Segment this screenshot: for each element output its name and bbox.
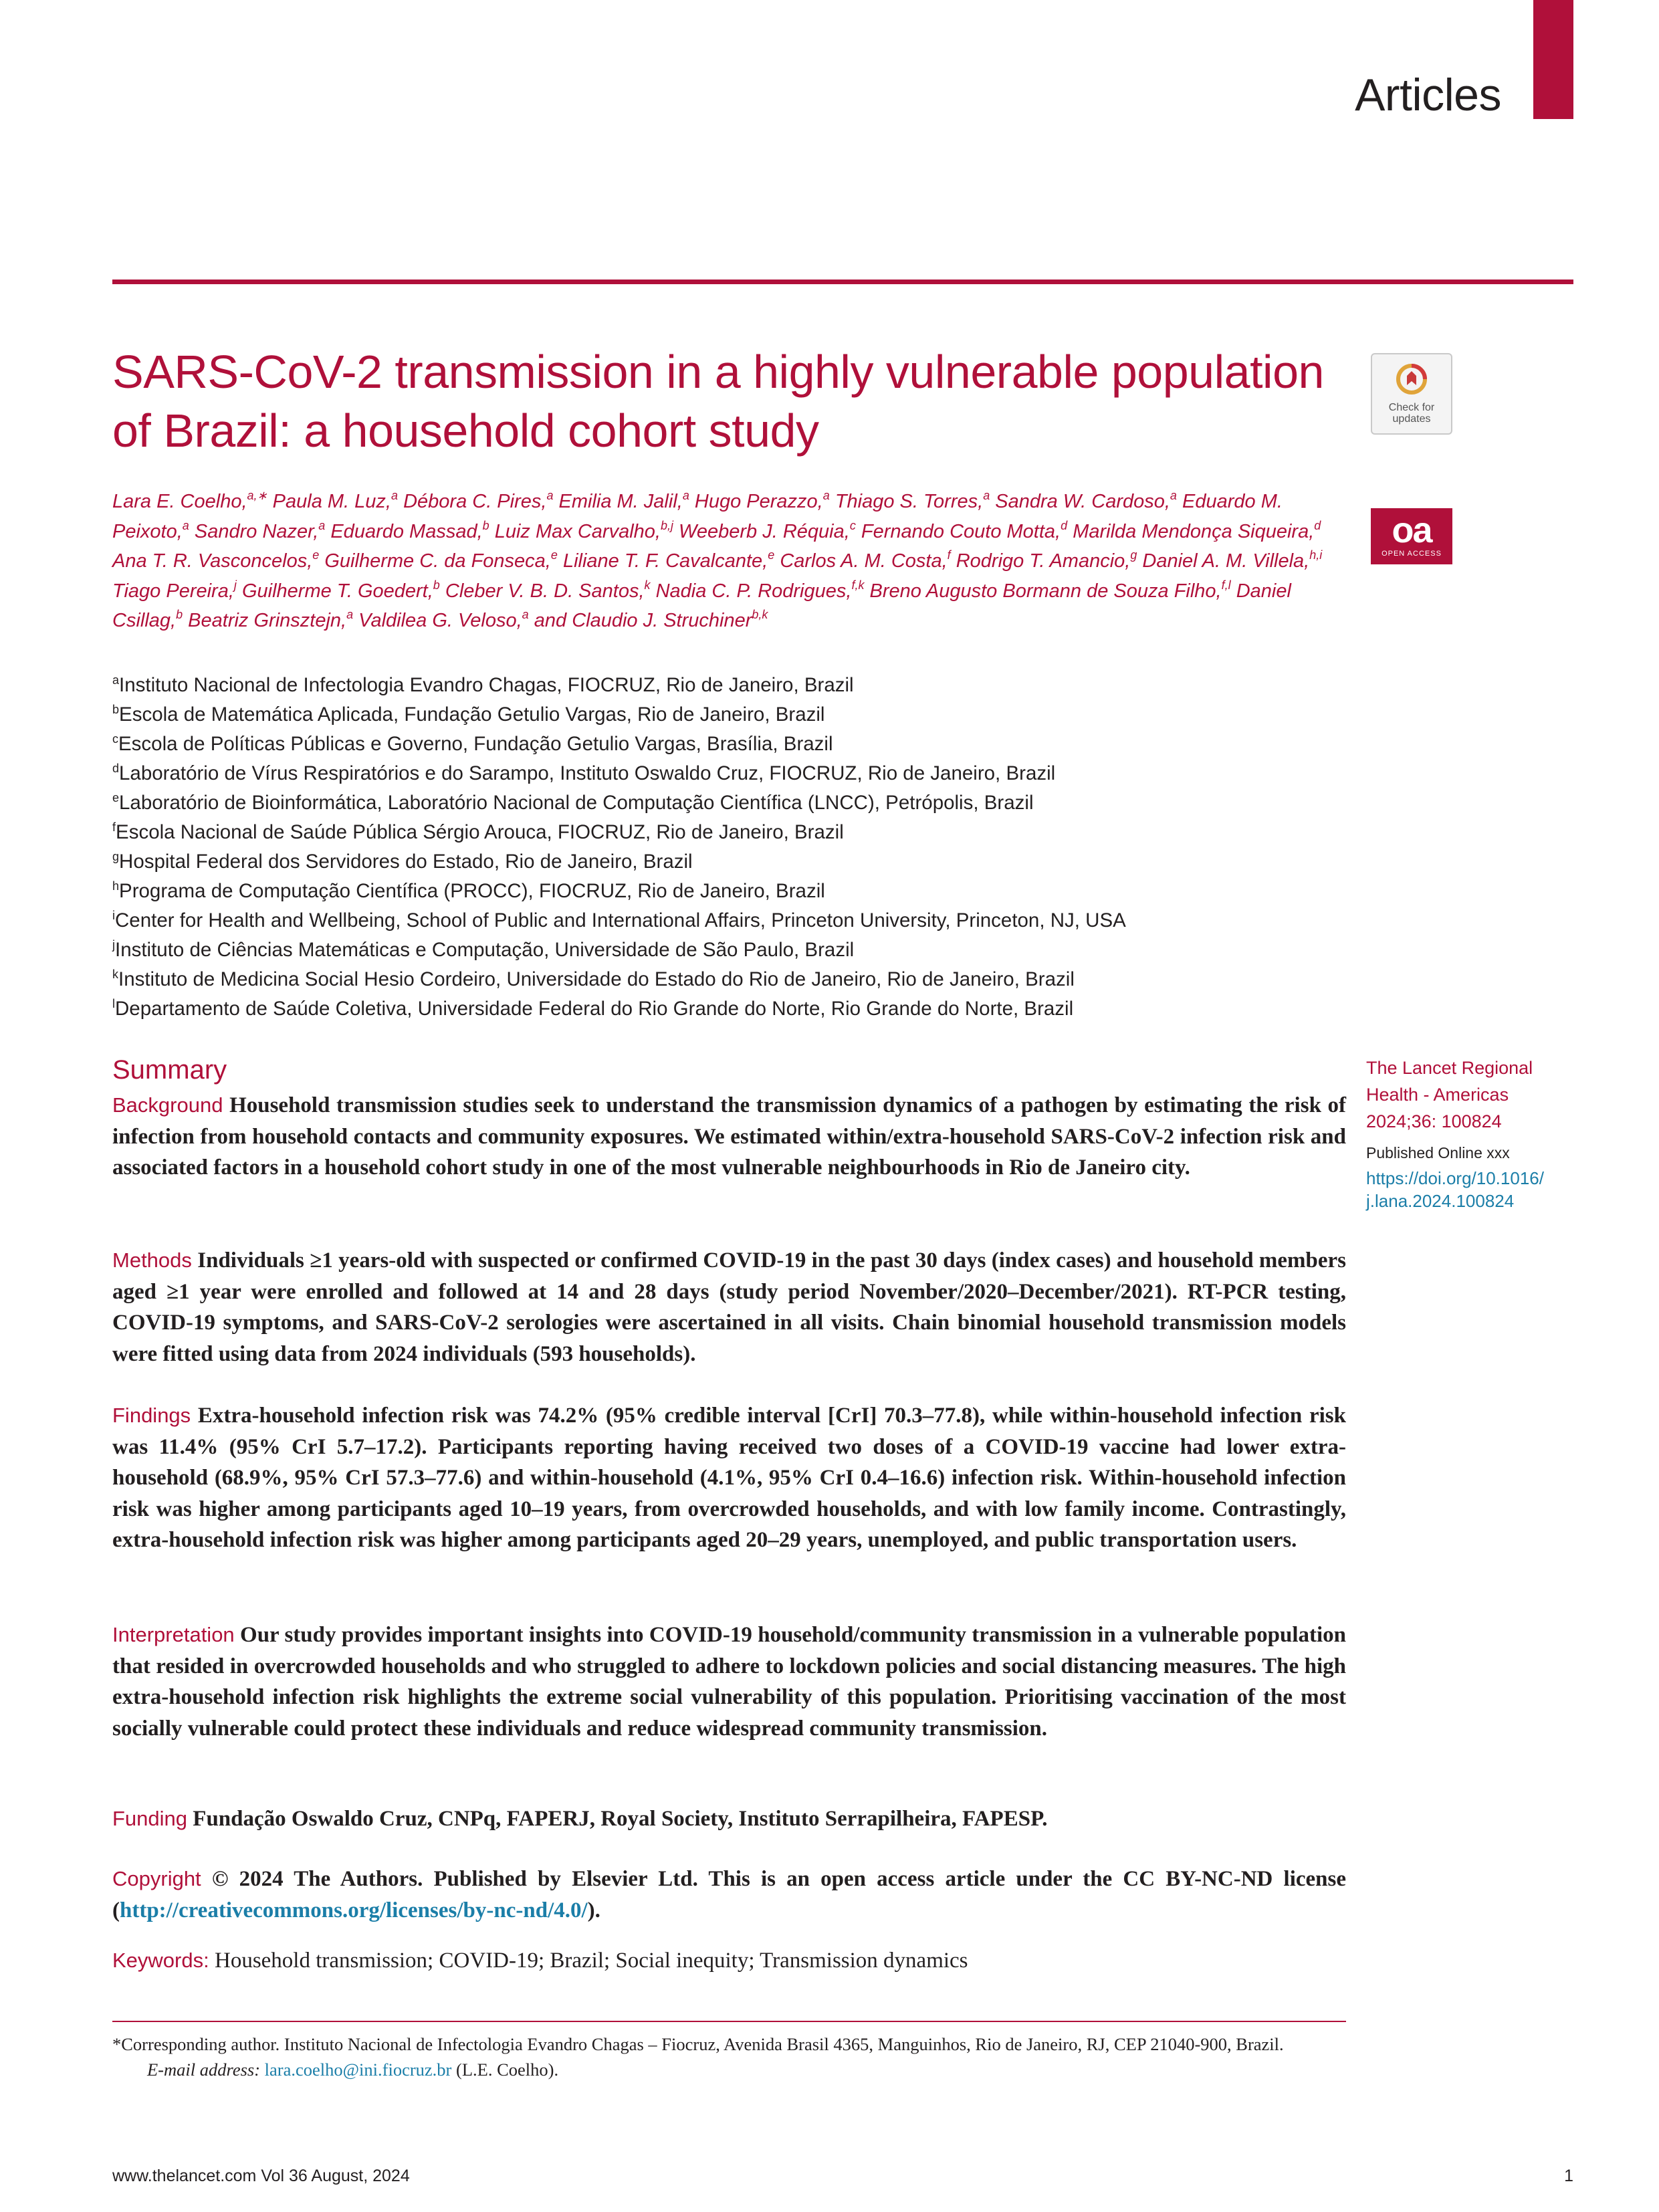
- affiliation-letter: c: [112, 732, 118, 746]
- affiliation-text: Center for Health and Wellbeing, School of Public and International Affairs, Princeton University, Princeton, NJ, USA: [115, 909, 1126, 931]
- author-name: Hugo Perazzo,: [694, 491, 823, 512]
- check-updates-icon: [1395, 362, 1428, 396]
- author: [870, 580, 1231, 602]
- section-label: Articles: [1355, 70, 1501, 120]
- affiliation: [112, 759, 1383, 788]
- abstract-text: Fundação Oswaldo Cruz, CNPq, FAPERJ, Royal Society, Instituto Serrapilheira, FAPESP.: [193, 1807, 1048, 1831]
- author-affiliation-mark: a: [522, 608, 529, 621]
- author: [679, 518, 856, 542]
- author-affiliation-mark: d: [1314, 518, 1321, 532]
- author: [695, 491, 830, 512]
- affiliation-text: Instituto de Ciências Matemáticas e Computação, Universidade de São Paulo, Brazil: [115, 939, 855, 961]
- affiliation-text: Instituto Nacional de Infectologia Evandro Chagas, FIOCRUZ, Rio de Janeiro, Brazil: [119, 674, 854, 696]
- footnote-rule: [112, 2021, 1346, 2022]
- author-name: Daniel A. M. Villela,: [1142, 550, 1310, 572]
- author-name: Sandra W. Cardoso,: [995, 491, 1170, 512]
- affiliation: [112, 671, 1383, 700]
- affiliation: [112, 935, 1383, 965]
- author: [861, 518, 1068, 542]
- author: [445, 580, 651, 602]
- author: [273, 491, 398, 512]
- license-link[interactable]: http://creativecommons.org/licenses/by-nc-nd/4.0/: [120, 1898, 588, 1922]
- affiliation-text: Escola de Políticas Públicas e Governo, Fundação Getulio Vargas, Brasília, Brazil: [118, 733, 833, 755]
- abstract-findings: [112, 1400, 1346, 1556]
- abstract-text: © 2024 The Authors. Published by Elsevier Ltd. This is an open access article under the CC BY-NC-ND license (: [112, 1867, 1347, 1922]
- author-name: Lara E. Coelho,: [112, 491, 247, 512]
- author-name: Valdilea G. Veloso,: [358, 610, 522, 631]
- abstract-text: Household transmission studies seek to understand the transmission dynamics of a pathogen by estimating the risk of infection from household contacts and community exposures. We estimated within/extra-household SARS-CoV-2 infection risk and associated factors in a household cohort study in one of the most vulnerable neighbourhoods in Rio de Janeiro city.: [112, 1093, 1347, 1180]
- author-name: Weeberb J. Réquia,: [679, 520, 850, 542]
- author-name: Thiago S. Torres,: [835, 491, 984, 512]
- check-for-updates-badge[interactable]: [1371, 353, 1452, 435]
- author: [1073, 518, 1321, 542]
- author-name: Nadia C. P. Rodrigues,: [655, 580, 852, 602]
- author-affiliation-mark: a: [318, 518, 326, 532]
- keywords-text: Household transmission; COVID-19; Brazil; Social inequity; Transmission dynamics: [214, 1949, 968, 1973]
- author-name: Tiago Pereira,: [112, 580, 234, 602]
- affiliation: [112, 818, 1383, 847]
- author: [534, 610, 768, 631]
- affiliation-letter: f: [112, 820, 116, 834]
- author-affiliation-mark: b: [433, 578, 440, 592]
- author-name: Cleber V. B. D. Santos,: [445, 580, 645, 602]
- journal-citation: The Lancet Regional Health - Americas 2024;36: 100824: [1366, 1058, 1533, 1131]
- abstract-text: Our study provides important insights into COVID-19 household/community transmission in a vulnerable population that resided in overcrowded households and who struggled to adhere to lockdown policies and social distancing measures. The high extra-household infection risk highlights the extreme social vulnerability of this population. Prioritising vaccination of the most socially vulnerable could protect these individuals and reduce widespread community transmission.: [112, 1623, 1346, 1741]
- affiliation: [112, 730, 1383, 759]
- author: [112, 491, 267, 512]
- author-affiliation-mark: f,l: [1221, 578, 1231, 592]
- author-affiliation-mark: a: [346, 608, 354, 621]
- abstract-label: Findings: [112, 1404, 191, 1427]
- affiliation-text: Instituto de Medicina Social Hesio Cordeiro, Universidade do Estado do Rio de Janeiro, Rio de Janeiro, Brazil: [118, 968, 1075, 990]
- abstract-label: Interpretation: [112, 1623, 235, 1646]
- abstract-methods: [112, 1245, 1346, 1369]
- author: [188, 610, 353, 631]
- affiliation-letter: e: [112, 791, 120, 804]
- author: [1142, 550, 1322, 572]
- author-affiliation-mark: e: [550, 548, 558, 562]
- header-rule: [112, 280, 1573, 284]
- author-affiliation-mark: b,j: [660, 518, 673, 532]
- author-name: Beatriz Grinsztejn,: [188, 610, 347, 631]
- author: [324, 550, 558, 572]
- author: [112, 580, 237, 602]
- author-name: Eduardo Massad,: [330, 520, 483, 542]
- abstract-funding: [112, 1803, 1346, 1835]
- author: [358, 610, 529, 631]
- email-line: [112, 2057, 1346, 2082]
- author: [559, 491, 689, 512]
- abstract-label: Methods: [112, 1248, 192, 1272]
- author: [563, 550, 774, 572]
- affiliation-letter: d: [112, 762, 120, 775]
- footnote: [112, 2031, 1346, 2082]
- abstract-label: Background: [112, 1093, 223, 1117]
- author-name: Luiz Max Carvalho,: [494, 520, 661, 542]
- affiliation: [112, 877, 1383, 906]
- author-name: Fernando Couto Motta,: [861, 520, 1061, 542]
- summary-heading: Summary: [112, 1055, 227, 1085]
- affiliation-letter: l: [112, 997, 115, 1010]
- article-title: SARS-CoV-2 transmission in a highly vulnerable population of Brazil: a household cohort study: [112, 346, 1324, 457]
- email-label: E-mail address:: [147, 2060, 261, 2080]
- author-affiliation-mark: g: [1130, 548, 1137, 562]
- affiliation-text: Hospital Federal dos Servidores do Estado, Rio de Janeiro, Brazil: [119, 851, 693, 873]
- author-name: Eduardo M. Peixoto,: [112, 491, 1283, 542]
- author-affiliation-mark: a: [546, 489, 554, 502]
- author-affiliation-mark: d: [1061, 518, 1068, 532]
- affiliation-text: Laboratório de Bioinformática, Laboratório Nacional de Computação Científica (LNCC), Petrópolis, Brazil: [119, 792, 1034, 814]
- oa-mark: oa: [1392, 510, 1432, 550]
- email-link[interactable]: lara.coelho@ini.fiocruz.br: [264, 2060, 452, 2080]
- author: [956, 550, 1137, 572]
- open-access-badge: [1371, 508, 1452, 564]
- author-affiliation-mark: e: [312, 548, 320, 562]
- author-list: [112, 487, 1336, 636]
- author: [330, 518, 489, 542]
- abstract-text: Extra-household infection risk was 74.2% (95% credible interval [CrI] 70.3–77.8), while within-household infection risk was 11.4% (95% CrI 5.7–17.2). Participants reporting having received two doses of a COVID-19 vaccine had lower extra-household (68.9%, 95% CrI 57.3–77.6) and within-household (4.1%, 95% CrI 0.4–16.6) infection risk. Within-household infection risk was higher among participants aged 10–19 years, from overcrowded households, and with low family income. Contrastingly, extra-household infection risk was higher among participants aged 20–29 years, unemployed, and public transportation users.: [112, 1404, 1346, 1552]
- abstract-copyright: [112, 1864, 1346, 1926]
- affiliation-text: Laboratório de Vírus Respiratórios e do Sarampo, Instituto Oswaldo Cruz, FIOCRUZ, Rio de Janeiro, Brazil: [119, 762, 1056, 784]
- keywords: [112, 1945, 1346, 1977]
- affiliation-letter: k: [112, 968, 118, 981]
- author-affiliation-mark: a: [822, 489, 830, 502]
- author-name: Sandro Nazer,: [194, 520, 319, 542]
- published-online: Published Online xxx: [1366, 1144, 1510, 1162]
- brand-bar: [1533, 0, 1573, 119]
- affiliation: [112, 906, 1383, 935]
- author-affiliation-mark: j: [233, 578, 237, 592]
- author: [780, 550, 950, 572]
- author: [835, 491, 990, 512]
- author-name: Liliane T. F. Cavalcante,: [562, 550, 768, 572]
- author-affiliation-mark: e: [768, 548, 775, 562]
- affiliation: [112, 847, 1383, 877]
- author: [656, 580, 865, 602]
- author: [995, 491, 1177, 512]
- affiliation: [112, 788, 1383, 818]
- affiliation-letter: a: [112, 673, 120, 687]
- author-affiliation-mark: a,∗: [247, 489, 267, 502]
- abstract-background: [112, 1090, 1346, 1184]
- author-affiliation-mark: b: [176, 608, 183, 621]
- affiliation: [112, 965, 1383, 994]
- author-affiliation-mark: h,i: [1309, 548, 1323, 562]
- author-name: Emilia M. Jalil,: [558, 491, 683, 512]
- author: [112, 550, 319, 572]
- author-affiliation-mark: c: [849, 518, 856, 532]
- affiliation-letter: b: [112, 703, 120, 716]
- author-affiliation-mark: a: [1170, 489, 1177, 502]
- abstract-label: Funding: [112, 1807, 188, 1830]
- author: [194, 518, 326, 542]
- author-name: Marilda Mendonça Siqueira,: [1073, 520, 1315, 542]
- affiliation-letter: i: [112, 909, 115, 922]
- author-name: Débora C. Pires,: [403, 491, 547, 512]
- author-affiliation-mark: a: [983, 489, 990, 502]
- author: [494, 518, 673, 542]
- author-name: Paula M. Luz,: [272, 491, 391, 512]
- author-name: and Claudio J. Struchiner: [534, 610, 752, 631]
- page-number: 1: [1564, 2167, 1573, 2185]
- author-name: Breno Augusto Bormann de Souza Filho,: [869, 580, 1222, 602]
- affiliation-letter: h: [112, 879, 120, 893]
- affiliation: [112, 994, 1383, 1024]
- author: [403, 491, 553, 512]
- affiliation-text: Departamento de Saúde Coletiva, Universidade Federal do Rio Grande do Norte, Rio Grande do Norte, Brazil: [115, 998, 1074, 1020]
- author: [242, 580, 440, 602]
- keywords-label: Keywords:: [112, 1949, 209, 1972]
- oa-label: OPEN ACCESS: [1381, 550, 1442, 558]
- author-affiliation-mark: b: [482, 518, 489, 532]
- affiliation: [112, 700, 1383, 730]
- affiliation-text: Escola Nacional de Saúde Pública Sérgio Arouca, FIOCRUZ, Rio de Janeiro, Brazil: [116, 821, 844, 843]
- affiliation-list: [112, 671, 1383, 1024]
- check-badge-label: Check for updates: [1388, 402, 1435, 425]
- author-name: Guilherme C. da Fonseca,: [324, 550, 551, 572]
- author-affiliation-mark: f,k: [851, 578, 865, 592]
- corresponding-author: *Corresponding author. Instituto Nacional de Infectologia Evandro Chagas – Fiocruz, Avenida Brasil 4365, Manguinhos, Rio de Janeiro, RJ, CEP 21040-900, Brazil.: [112, 2034, 1284, 2054]
- affiliation-text: Programa de Computação Científica (PROCC), FIOCRUZ, Rio de Janeiro, Brazil: [119, 880, 825, 902]
- author-name: Ana T. R. Vasconcelos,: [112, 550, 313, 572]
- affiliation-letter: j: [112, 938, 115, 952]
- author-name: Carlos A. M. Costa,: [780, 550, 948, 572]
- author-affiliation-mark: k: [644, 578, 651, 592]
- author-affiliation-mark: b,k: [752, 608, 768, 621]
- abstract-interpretation: [112, 1620, 1346, 1744]
- abstract-text: ).: [587, 1898, 600, 1922]
- email-suffix: (L.E. Coelho).: [456, 2060, 559, 2080]
- author-affiliation-mark: f: [947, 548, 951, 562]
- author-name: Daniel Csillag,: [112, 580, 1291, 631]
- author-name: Rodrigo T. Amancio,: [956, 550, 1131, 572]
- author-affiliation-mark: a: [682, 489, 689, 502]
- author-affiliation-mark: a: [391, 489, 399, 502]
- footer-journal: www.thelancet.com Vol 36 August, 2024: [112, 2167, 410, 2185]
- abstract-text: Individuals ≥1 years-old with suspected or confirmed COVID-19 in the past 30 days (index cases) and household members aged ≥1 year were enrolled and followed at 14 and 28 days (study period November/2020–December/2021). RT-PCR testing, COVID-19 symptoms, and SARS-CoV-2 serologies were ascertained in all visits. Chain binomial household transmission models were fitted using data from 2024 individuals (593 households).: [112, 1248, 1346, 1366]
- author-affiliation-mark: a: [182, 518, 189, 532]
- author-name: Guilherme T. Goedert,: [241, 580, 433, 602]
- journal-sidebar: [1366, 1055, 1547, 1212]
- doi-link[interactable]: https://doi.org/10.1016/j.lana.2024.100824: [1366, 1168, 1544, 1211]
- affiliation-letter: g: [112, 850, 120, 863]
- affiliation-text: Escola de Matemática Aplicada, Fundação Getulio Vargas, Rio de Janeiro, Brazil: [119, 703, 825, 726]
- abstract-label: Copyright: [112, 1867, 201, 1890]
